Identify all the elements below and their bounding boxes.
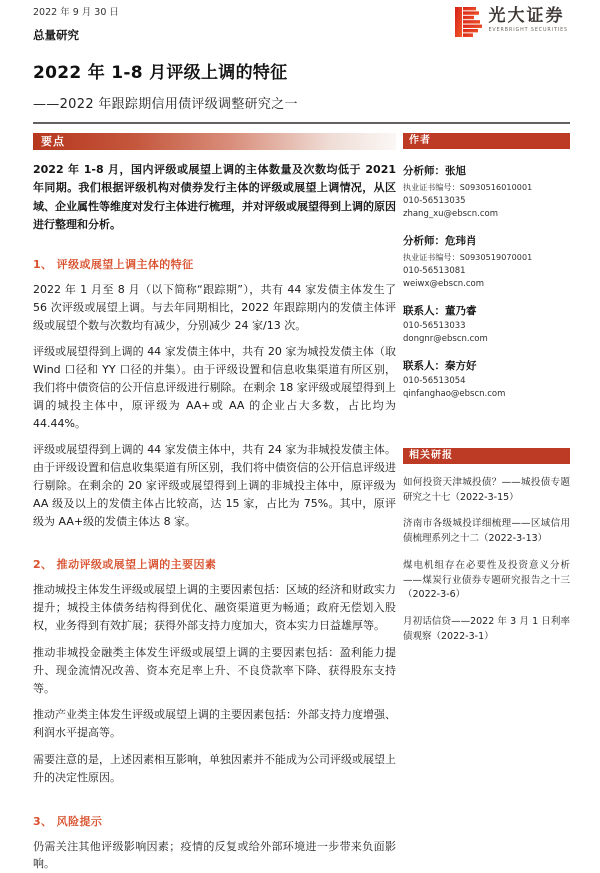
related-report-link[interactable]: 月初话信贷——2022 年 3 月 1 日利率债观察（2022-3-1） <box>403 616 570 642</box>
header <box>33 4 570 43</box>
main-column <box>33 133 396 873</box>
authors-box <box>403 133 570 399</box>
author-block <box>403 233 570 289</box>
contact-phone: 010-56513033 <box>403 321 466 331</box>
author-email[interactable]: weiwx@ebscn.com <box>403 279 484 289</box>
contact-phone: 010-56513054 <box>403 376 466 386</box>
page-title: 2022 年 1-8 月评级上调的特征 <box>33 63 288 83</box>
section-1-paragraph: 评级或展望得到上调的 44 家发债主体中，共有 20 家为城投发债主体（取 Wind 口径和 YY 口径的并集）。由于评级设置和信息收集渠道有所区别，我们将中债资信的公开信息评级进行剔除。在剩余 18 家评级或展望得到上调的城投主体中，原评级为 AA+或 AA 的企业占大多数，占比均为 44.44%。 <box>33 345 396 430</box>
everbright-logo-icon <box>455 7 482 37</box>
contact-name-line <box>403 358 570 373</box>
author-name-line <box>403 233 570 248</box>
contact-name: 董乃睿 <box>445 305 477 317</box>
contact-role: 联系人： <box>403 360 445 372</box>
keypoints-summary: 2022 年 1-8 月，国内评级或展望上调的主体数量及次数均低于 2021 年同期。我们根据评级机构对债券发行主体的评级或展望上调情况，从区域、企业属性等维度对发行主体进行梳理，并对评级或展望得到上调的原因进行整理和分析。 <box>33 163 396 232</box>
page-subtitle: ——2022 年跟踪期信用债评级调整研究之一 <box>33 97 298 112</box>
content-columns <box>33 133 570 873</box>
section-2-paragraph: 推动非城投金融类主体发生评级或展望上调的主要因素包括：盈利能力提升、现金流情况改善、资本充足率上升、不良贷款率下降、获得股东支持等。 <box>33 645 396 695</box>
author-role: 分析师： <box>403 165 445 177</box>
section-1-paragraph: 评级或展望得到上调的 44 家发债主体中，共有 24 家为非城投发债主体。由于评级设置和信息收集渠道有所区别，我们将中债资信的公开信息评级进行剔除。在剩余的 20 家评级或展望得到上调的非城投主体中，原评级为 AA 级及以上的发债主体占比较高，达 15 家，占比为 75%。其中，原评级为 AA+级的发债主体达 8 家。 <box>33 443 396 528</box>
author-cert: 执业证书编号：S0930516010001 <box>403 183 533 192</box>
report-date: 2022 年 9 月 30 日 <box>33 7 119 18</box>
author-name-line <box>403 163 570 178</box>
contact-block <box>403 303 570 344</box>
header-left <box>33 4 119 43</box>
section-2-paragraph: 推动城投主体发生评级或展望上调的主要因素包括：区域的经济和财政实力提升；城投主体债务结构得到优化、融资渠道更为畅通；政府无偿划入股权，业务得到有效扩展；获得外部支持力度加大，资本实力日益雄厚等。 <box>33 583 396 633</box>
related-reports-box <box>403 448 570 644</box>
contact-name-line <box>403 303 570 318</box>
contact-email[interactable]: qinfanghao@ebscn.com <box>403 389 506 399</box>
section-1-heading: 1、 评级或展望上调主体的特征 <box>33 257 194 271</box>
brand-name-en: EVERBRIGHT SECURITIES <box>488 27 568 33</box>
author-block <box>403 163 570 219</box>
title-divider <box>33 122 570 124</box>
author-cert: 执业证书编号：S0930519070001 <box>403 253 533 262</box>
section-2-paragraph: 推动产业类主体发生评级或展望上调的主要因素包括：外部支持力度增强、利润水平提高等。 <box>33 708 396 740</box>
author-email[interactable]: zhang_xu@ebscn.com <box>403 209 498 219</box>
author-phone: 010-56513035 <box>403 196 466 206</box>
related-report-link[interactable]: 煤电机组存在必要性及投资意义分析——煤炭行业债券专题研究报告之十三（2022-3-6） <box>403 559 570 601</box>
brand-name-cn: 光大证券 <box>488 6 565 26</box>
section-3-heading: 3、 风险提示 <box>33 814 103 828</box>
contact-email[interactable]: dongnr@ebscn.com <box>403 334 488 344</box>
section-3-paragraph: 仍需关注其他评级影响因素；疫情的反复或给外部环境进一步带来负面影响。 <box>33 839 396 871</box>
related-reports-header: 相关研报 <box>403 448 570 464</box>
sidebar <box>403 133 570 873</box>
related-report-link[interactable]: 济南市各级城投详细梳理——区域信用债梳理系列之十二（2022-3-13） <box>403 518 570 545</box>
contact-role: 联系人： <box>403 305 445 317</box>
brand-logo <box>455 7 569 37</box>
author-name: 张旭 <box>445 165 466 177</box>
author-phone: 010-56513081 <box>403 266 466 276</box>
brand-text <box>489 7 569 33</box>
related-report-link[interactable]: 如何投资天津城投债？——城投债专题研究之十七（2022-3-15） <box>403 477 570 503</box>
author-role: 分析师： <box>403 235 445 247</box>
contact-name: 秦方好 <box>445 360 477 372</box>
section-2-heading: 2、 推动评级或展望上调的主要因素 <box>33 558 217 572</box>
author-name: 危玮肖 <box>445 235 477 247</box>
section-2-paragraph: 需要注意的是，上述因素相互影响，单独因素并不能成为公司评级或展望上升的决定性原因。 <box>33 752 396 784</box>
report-category: 总量研究 <box>33 28 79 42</box>
authors-header: 作者 <box>403 133 570 149</box>
contact-block <box>403 358 570 399</box>
keypoints-banner: 要点 <box>33 133 396 150</box>
section-1-paragraph: 2022 年 1 月至 8 月（以下简称“跟踪期”），共有 44 家发债主体发生了 56 次评级或展望上调。与去年同期相比，2022 年跟踪期内的发债主体评级或展望个数与次数均有减少，分别减少 24 家/13 次。 <box>33 282 396 332</box>
